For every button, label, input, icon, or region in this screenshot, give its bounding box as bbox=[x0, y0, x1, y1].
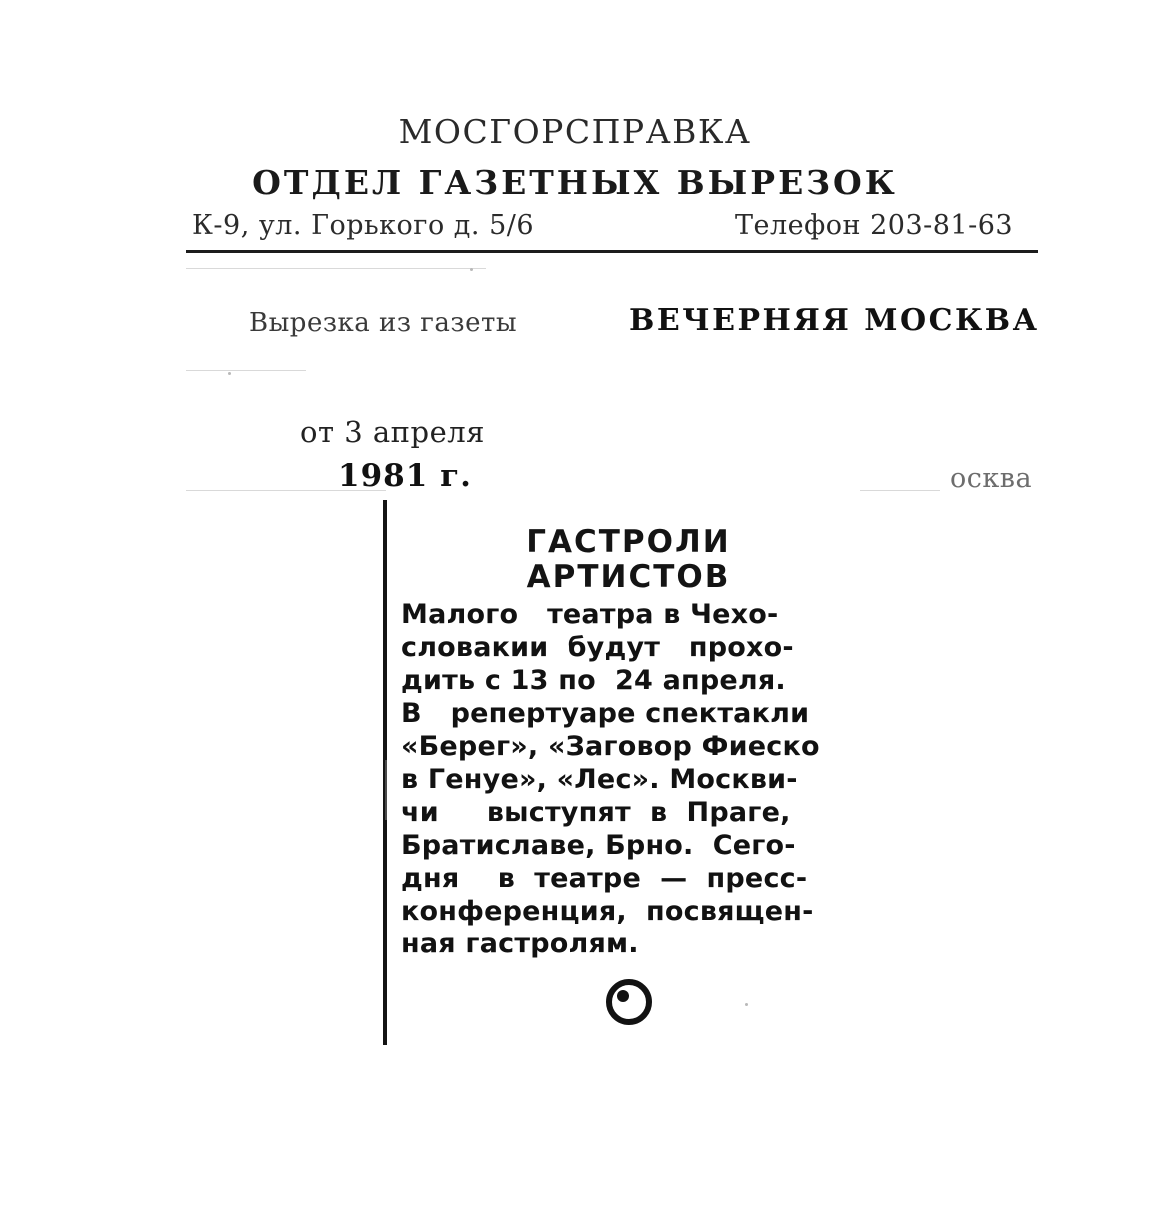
scan-artifact-line bbox=[860, 490, 940, 491]
clipping-date-year: 1981 г. bbox=[338, 458, 472, 494]
scan-artifact-dot bbox=[470, 268, 473, 271]
organization-title: МОСГОРСПРАВКА bbox=[398, 112, 752, 151]
scan-artifact-line bbox=[186, 268, 486, 269]
clipping-source-label: Вырезка из газеты bbox=[249, 308, 518, 338]
clipping-body-line: Братиславе, Брно. Сего- bbox=[401, 829, 796, 861]
clipping-left-edge-soft bbox=[385, 760, 387, 820]
clipping-body-line: дить с 13 по 24 апреля. bbox=[401, 664, 786, 696]
clipping-body-line: ная гастролям. bbox=[401, 928, 639, 960]
circle-bullet-icon bbox=[606, 979, 652, 1025]
clipping-body-line: чи выступят в Праге, bbox=[401, 796, 791, 828]
clipping-body-line: Малого театра в Чехо- bbox=[401, 599, 779, 631]
header-divider bbox=[186, 250, 1038, 253]
end-of-article-mark bbox=[401, 979, 856, 1030]
office-phone: Телефон 203-81-63 bbox=[735, 210, 1014, 241]
clipping-date-day-month: от 3 апреля bbox=[300, 415, 485, 449]
clipping-content bbox=[401, 500, 856, 1030]
clipping-body bbox=[401, 599, 856, 961]
clipping-body-line: «Берег», «Заговор Фиеско bbox=[401, 730, 820, 762]
clipping-body-line: в Генуе», «Лес». Москви- bbox=[401, 763, 798, 795]
clipping-body-line: В репертуаре спектакли bbox=[401, 697, 810, 729]
clipping-headline-line1: ГАСТРОЛИ bbox=[526, 524, 731, 560]
clipping-body-line: конференция, посвящен- bbox=[401, 895, 814, 927]
clipping-body-line: словакии будут прохо- bbox=[401, 632, 794, 664]
newspaper-clipping bbox=[383, 500, 863, 1045]
newspaper-name: ВЕЧЕРНЯЯ МОСКВА bbox=[629, 303, 1040, 338]
clipping-headline-line2: АРТИСТОВ bbox=[526, 558, 731, 595]
clipping-body-line: дня в театре — пресс- bbox=[401, 862, 808, 894]
office-address: К-9, ул. Горького д. 5/6 bbox=[192, 210, 535, 241]
faint-margin-text: осква bbox=[950, 463, 1033, 494]
scan-artifact-dot bbox=[228, 372, 231, 375]
scan-artifact-line bbox=[186, 370, 306, 371]
department-title: ОТДЕЛ ГАЗЕТНЫХ ВЫРЕЗОК bbox=[252, 163, 898, 202]
